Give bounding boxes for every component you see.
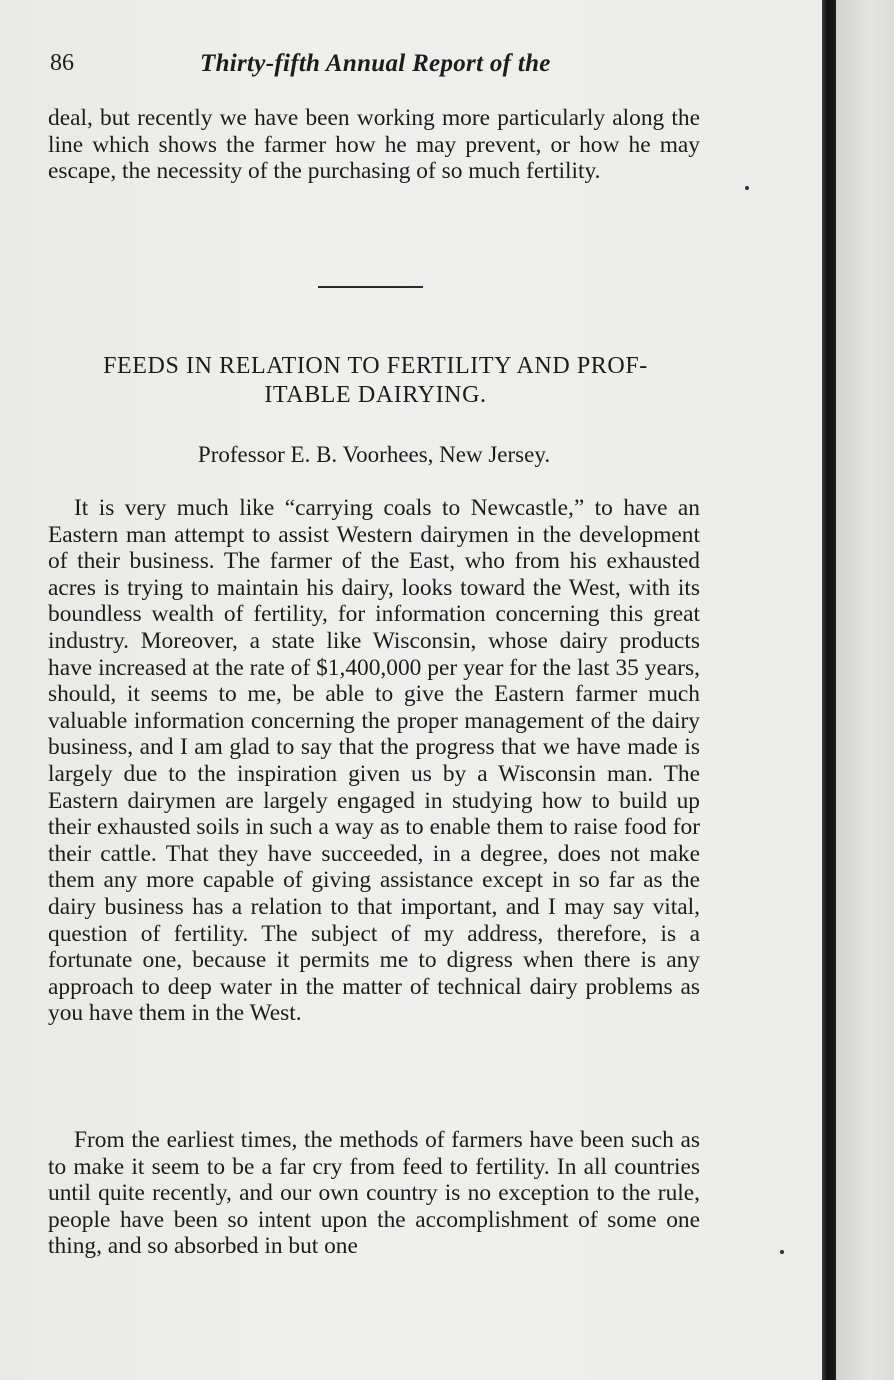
body-paragraph-1-block [48, 495, 700, 1027]
page-header [50, 46, 700, 86]
body-paragraph-2: From the earliest times, the methods of farmers have been such as to make it seem to be a far cry from feed to fertility. In all countries until quite recently, and our own country is no exception to the rule, people have been so intent upon the accomplishment of some one thing, and so absorbed in but one [48, 1127, 700, 1260]
article-title-line-2: ITABLE DAIRYING. [264, 382, 487, 408]
author-byline: Professor E. B. Voorhees, New Jersey. [197, 442, 551, 467]
ink-speck [745, 186, 749, 190]
section-divider [318, 286, 423, 288]
continuation-paragraph-block [48, 105, 700, 185]
article-title-line-1: FEEDS IN RELATION TO FERTILITY AND PROF- [103, 353, 648, 379]
body-paragraph-1: It is very much like “carrying coals to Newcastle,” to have an Eastern man attempt to assist Western dairymen in the development of their business. The farmer of the East, who from his exhausted acres is trying to maintain his dairy, looks toward the West, with its boundless wealth of fertility, for information concerning this great industry. Moreover, a state like Wisconsin, whose dairy products have increased at the rate of $1,400,000 per year for the last 35 years, should, it seems to me, be able to give the Eastern farmer much valuable information concerning the proper management of the dairy business, and I am glad to say that the progress that we have made is largely due to the inspiration given us by a Wisconsin man. The Eastern dairymen are largely engaged in studying how to build up their exhausted soils in such a way as to enable them to raise food for their cattle. That they have succeeded, in a degree, does not make them any more capable of giving assistance except in so far as the dairy business has a relation to that important, and I may say vital, question of fertility. The subject of my address, therefore, is a fortunate one, because it permits me to digress when there is any approach to deep water in the matter of technical dairy problems as you have them in the West. [48, 495, 700, 1027]
scan-margin [836, 0, 894, 1380]
article-title [48, 352, 703, 410]
running-head: Thirty-fifth Annual Report of the [200, 50, 551, 77]
book-binding-edge [822, 0, 836, 1380]
body-paragraph-2-block [48, 1127, 700, 1260]
continuation-paragraph: deal, but recently we have been working more particularly along the line which shows the farmer how he may prevent, or how he may escape, the necessity of the purchasing of so much fertility. [48, 105, 700, 185]
ink-speck [780, 1250, 784, 1254]
page-number: 86 [50, 50, 74, 76]
